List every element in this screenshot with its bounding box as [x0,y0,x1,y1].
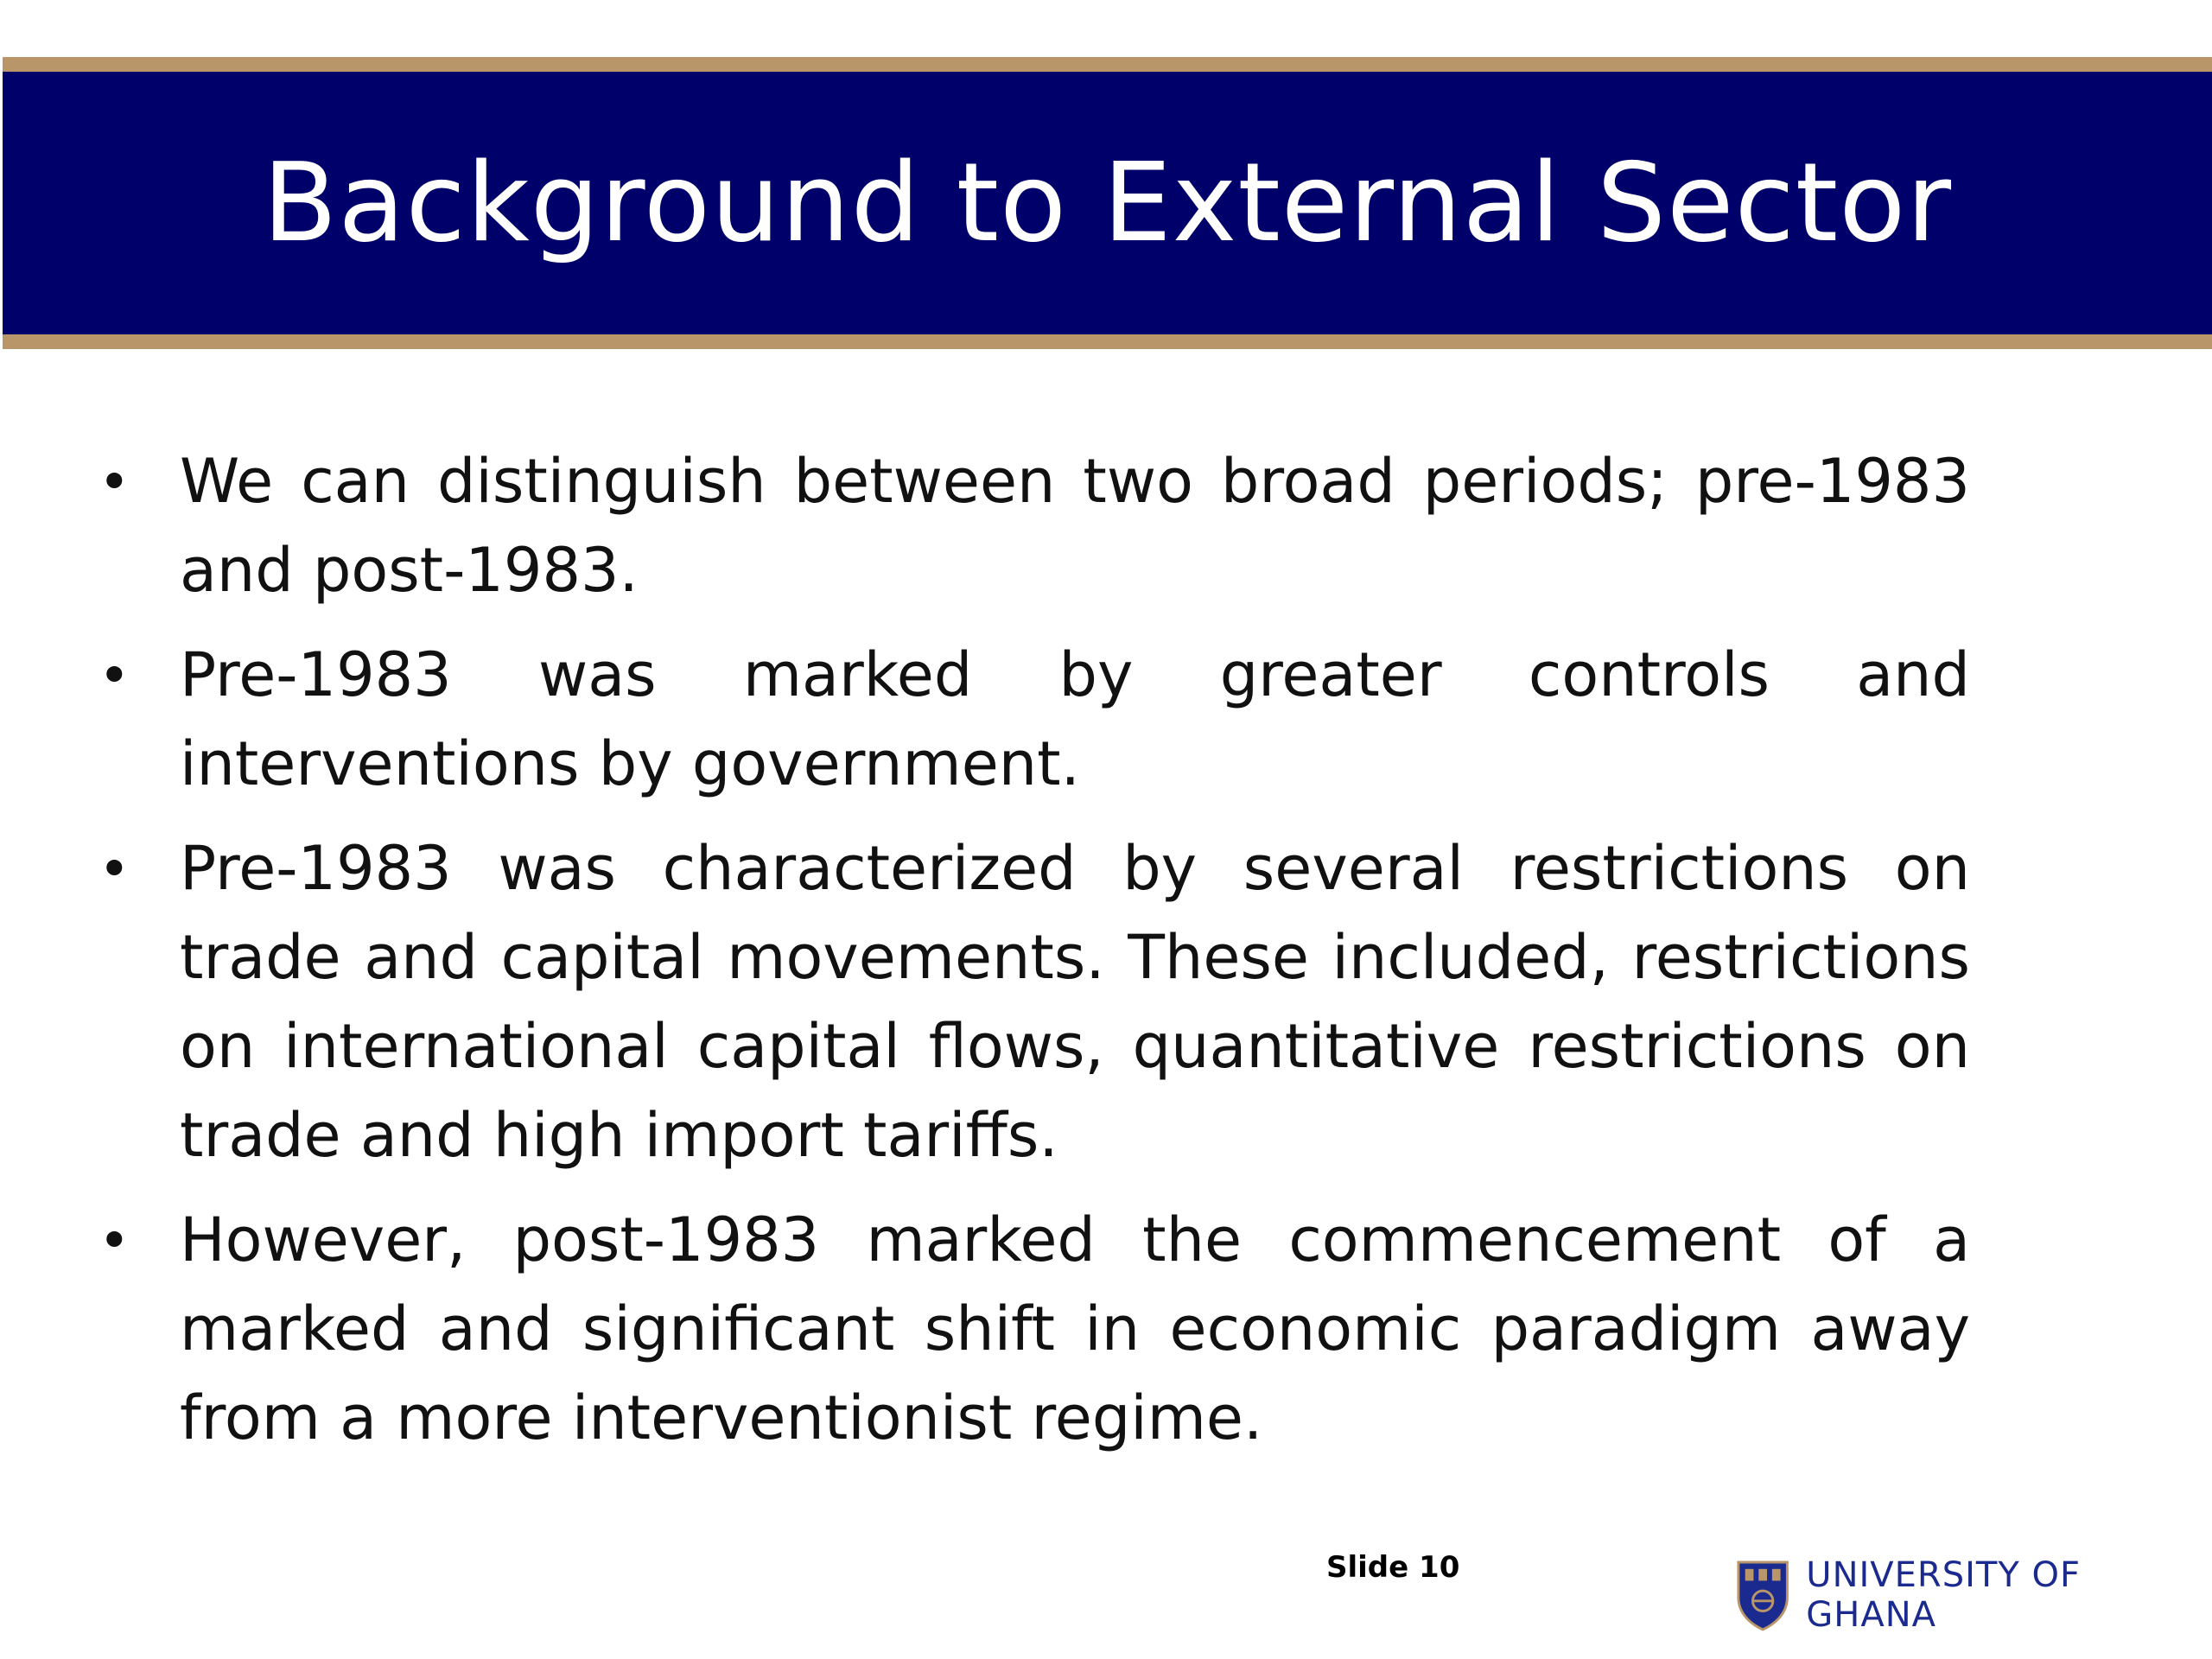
bullet-item [86,631,1970,809]
slide-number: Slide 10 [1326,1550,1460,1585]
university-logo [1735,1555,2212,1635]
bullet-dot-icon: • [99,644,130,707]
title-band [3,57,2212,349]
bullet-list [86,437,1970,1478]
bullet-item [86,824,1970,1180]
bullet-dot-icon: • [99,837,130,900]
bullet-item [86,1196,1970,1463]
bullet-text: Pre-1983 was characterized by several restrictions on trade and capital movements. These included, restrictions on international capital flows, quantitative restrictions on trade and high import tariffs. [180,833,1970,1171]
bullet-item [86,437,1970,615]
university-name: UNIVERSITY OF GHANA [1806,1555,2081,1635]
bullet-dot-icon: • [99,1209,130,1272]
bullet-text: However, post-1983 marked the commencement of a marked and significant shift in economic paradigm away from a more interventionist regime. [180,1205,1970,1453]
bullet-text: Pre-1983 was marked by greater controls and interventions by government. [180,639,1970,799]
university-crest-icon [1735,1558,1790,1632]
slide-title: Background to External Sector [262,139,1953,266]
bullet-dot-icon: • [99,450,130,513]
bullet-text: We can distinguish between two broad periods; pre-1983 and post-1983. [180,446,1970,606]
